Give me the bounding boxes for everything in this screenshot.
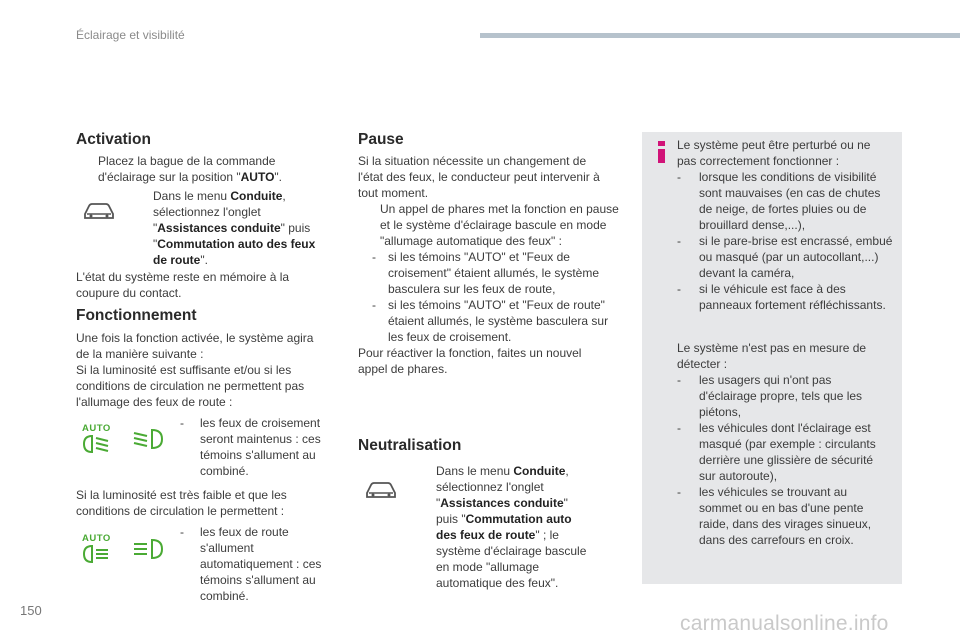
- neutralisation-step: Dans le menu Conduite, sélectionnez l'onglet "Assistances conduite" puis "Commutation auto des feux de route" ; le système d'éclairage bascule en mode "allumage automatique des feux".: [415, 463, 593, 591]
- bullet-triangle-icon: [358, 201, 372, 249]
- bullet-triangle-icon: [415, 463, 429, 591]
- info-list-1: [677, 169, 897, 313]
- low-beam-icon: [130, 428, 164, 450]
- info-paragraph-1: Le système peut être perturbé ou ne pas correctement fonctionner :: [677, 138, 871, 168]
- fonctionnement-title: Fonctionnement: [76, 307, 197, 324]
- page-number: 150: [20, 603, 42, 618]
- watermark: carmanualsonline.info: [680, 612, 889, 635]
- list-item: - si le pare-brise est encrassé, embué ou masqué (par un autocollant,...) devant la caméra,: [677, 234, 893, 280]
- info-list-2: [677, 372, 892, 548]
- pause-outro: Pour réactiver la fonction, faites un nouvel appel de phares.: [358, 346, 582, 376]
- car-menu-icon: [364, 479, 398, 501]
- info-paragraph-2: Le système n'est pas en mesure de détecter :: [677, 341, 867, 371]
- list-item: - lorsque les conditions de visibilité sont mauvaises (en cas de chutes de neige, de fortes pluies ou de brouillard dense,...),: [677, 170, 881, 232]
- info-box: [642, 132, 902, 584]
- list-item: - si le véhicule est face à des panneaux fortement réfléchissants.: [677, 282, 886, 312]
- activation-step-2: Dans le menu Conduite, sélectionnez l'onglet "Assistances conduite" puis "Commutation auto des feux de route".: [132, 188, 324, 268]
- pause-title: Pause: [358, 131, 404, 148]
- activation-step-1: Placez la bague de la commande d'éclairage sur la position "AUTO".: [76, 153, 286, 185]
- auto-indicator-icon: AUTO: [82, 424, 116, 458]
- auto-indicator-icon: AUTO: [82, 534, 116, 568]
- bullet-triangle-icon: [132, 188, 146, 268]
- car-menu-icon: [82, 200, 116, 222]
- pause-dash-1: - si les témoins "AUTO" et "Feux de croisement" étaient allumés, le système basculera sur les feux de route,: [372, 250, 600, 296]
- header-bar: [480, 33, 960, 38]
- neutralisation-title: Neutralisation: [358, 437, 462, 454]
- activation-title: Activation: [76, 131, 151, 148]
- header-title: Éclairage et visibilité: [76, 28, 185, 42]
- bullet-triangle-icon: [76, 153, 90, 185]
- pause-dash-2: - si les témoins "AUTO" et "Feux de route" étaient allumés, le système basculera sur les feux de croisement.: [372, 298, 609, 344]
- list-item: - les véhicules se trouvant au sommet ou en bas d'une pente raide, dans des virages sinueux, dans des carrefours en croix.: [677, 485, 872, 547]
- info-icon: [656, 140, 668, 164]
- pause-intro: Si la situation nécessite un changement de l'état des feux, le conducteur peut intervenir à tout moment.: [358, 154, 600, 200]
- list-item: - les usagers qui n'ont pas d'éclairage propre, tels que les piétons,: [677, 373, 863, 419]
- activation-memory-note: L'état du système reste en mémoire à la coupure du contact.: [76, 270, 290, 300]
- fonctionnement-middle: Si la luminosité est très faible et que les conditions de circulation le permettent :: [76, 488, 287, 518]
- fonctionnement-case-2: - les feux de route s'allument automatiquement : ces témoins s'allument au combiné.: [180, 525, 322, 603]
- pause-step: Un appel de phares met la fonction en pause et le système d'éclairage bascule en mode "allumage automatique des feux" :: [358, 201, 620, 249]
- list-item: - les véhicules dont l'éclairage est masqué (par exemple : circulants derrière une glissière de sécurité sur autoroute),: [677, 421, 876, 483]
- high-beam-icon: [130, 538, 164, 560]
- fonctionnement-intro: Une fois la fonction activée, le système agira de la manière suivante : Si la luminosité est suffisante et/ou si les conditions de circulation ne permettent pas l'allumage des feux de route :: [76, 331, 314, 409]
- fonctionnement-case-1: - les feux de croisement seront maintenus : ces témoins s'allument au combiné.: [180, 416, 321, 478]
